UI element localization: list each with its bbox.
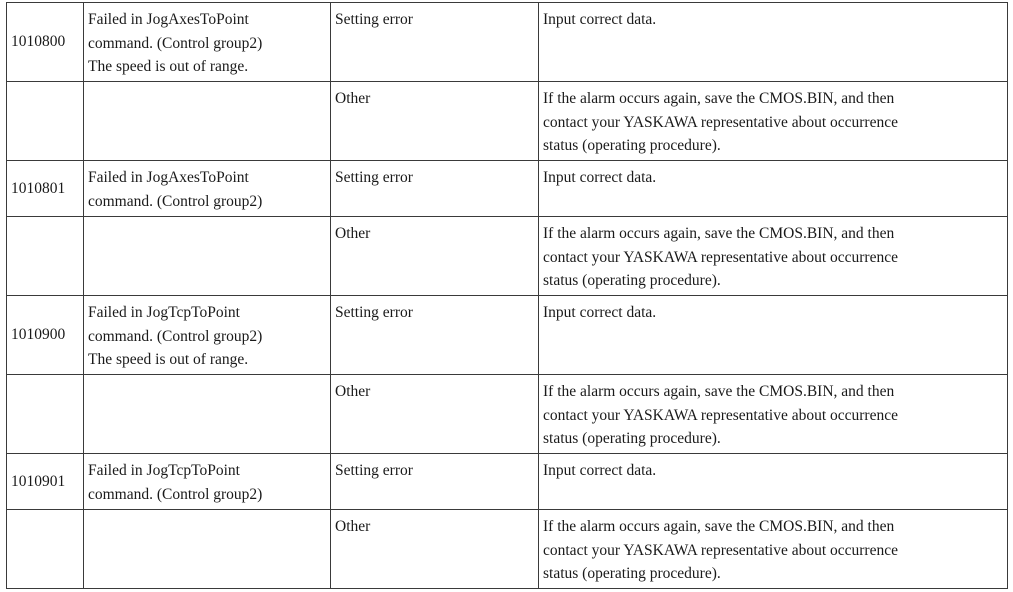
cause-cell: Other [331, 375, 539, 454]
alarm-code-cell: 1010800 [7, 3, 84, 82]
remedy-cell: Input correct data. [539, 296, 1008, 375]
description-cell: Failed in JogAxesToPoint command. (Control group2) [84, 161, 331, 217]
description-cell [84, 375, 331, 454]
table-row [7, 161, 1008, 217]
description-cell: Failed in JogAxesToPoint command. (Control group2) The speed is out of range. [84, 3, 331, 82]
table-row [7, 296, 1008, 375]
remedy-cell: If the alarm occurs again, save the CMOS.BIN, and then contact your YASKAWA representative about occurrence status (operating procedure). [539, 375, 1008, 454]
alarm-table [6, 2, 1008, 589]
remedy-cell: Input correct data. [539, 3, 1008, 82]
cause-cell: Setting error [331, 454, 539, 510]
table-row [7, 3, 1008, 82]
table-row [7, 82, 1008, 161]
alarm-code-cell: 1010901 [7, 454, 84, 510]
table-row [7, 217, 1008, 296]
description-cell [84, 217, 331, 296]
remedy-cell: If the alarm occurs again, save the CMOS.BIN, and then contact your YASKAWA representative about occurrence status (operating procedure). [539, 510, 1008, 589]
alarm-code-cell [7, 82, 84, 161]
description-cell [84, 82, 331, 161]
table-row [7, 375, 1008, 454]
remedy-cell: Input correct data. [539, 454, 1008, 510]
table-row [7, 510, 1008, 589]
remedy-cell: Input correct data. [539, 161, 1008, 217]
cause-cell: Setting error [331, 296, 539, 375]
cause-cell: Other [331, 82, 539, 161]
cause-cell: Setting error [331, 161, 539, 217]
remedy-cell: If the alarm occurs again, save the CMOS.BIN, and then contact your YASKAWA representative about occurrence status (operating procedure). [539, 82, 1008, 161]
description-cell [84, 510, 331, 589]
cause-cell: Setting error [331, 3, 539, 82]
cause-cell: Other [331, 510, 539, 589]
alarm-code-cell: 1010900 [7, 296, 84, 375]
remedy-cell: If the alarm occurs again, save the CMOS.BIN, and then contact your YASKAWA representative about occurrence status (operating procedure). [539, 217, 1008, 296]
alarm-code-cell: 1010801 [7, 161, 84, 217]
alarm-code-cell [7, 217, 84, 296]
description-cell: Failed in JogTcpToPoint command. (Control group2) The speed is out of range. [84, 296, 331, 375]
table-row [7, 454, 1008, 510]
cause-cell: Other [331, 217, 539, 296]
description-cell: Failed in JogTcpToPoint command. (Control group2) [84, 454, 331, 510]
alarm-code-cell [7, 510, 84, 589]
alarm-code-cell [7, 375, 84, 454]
